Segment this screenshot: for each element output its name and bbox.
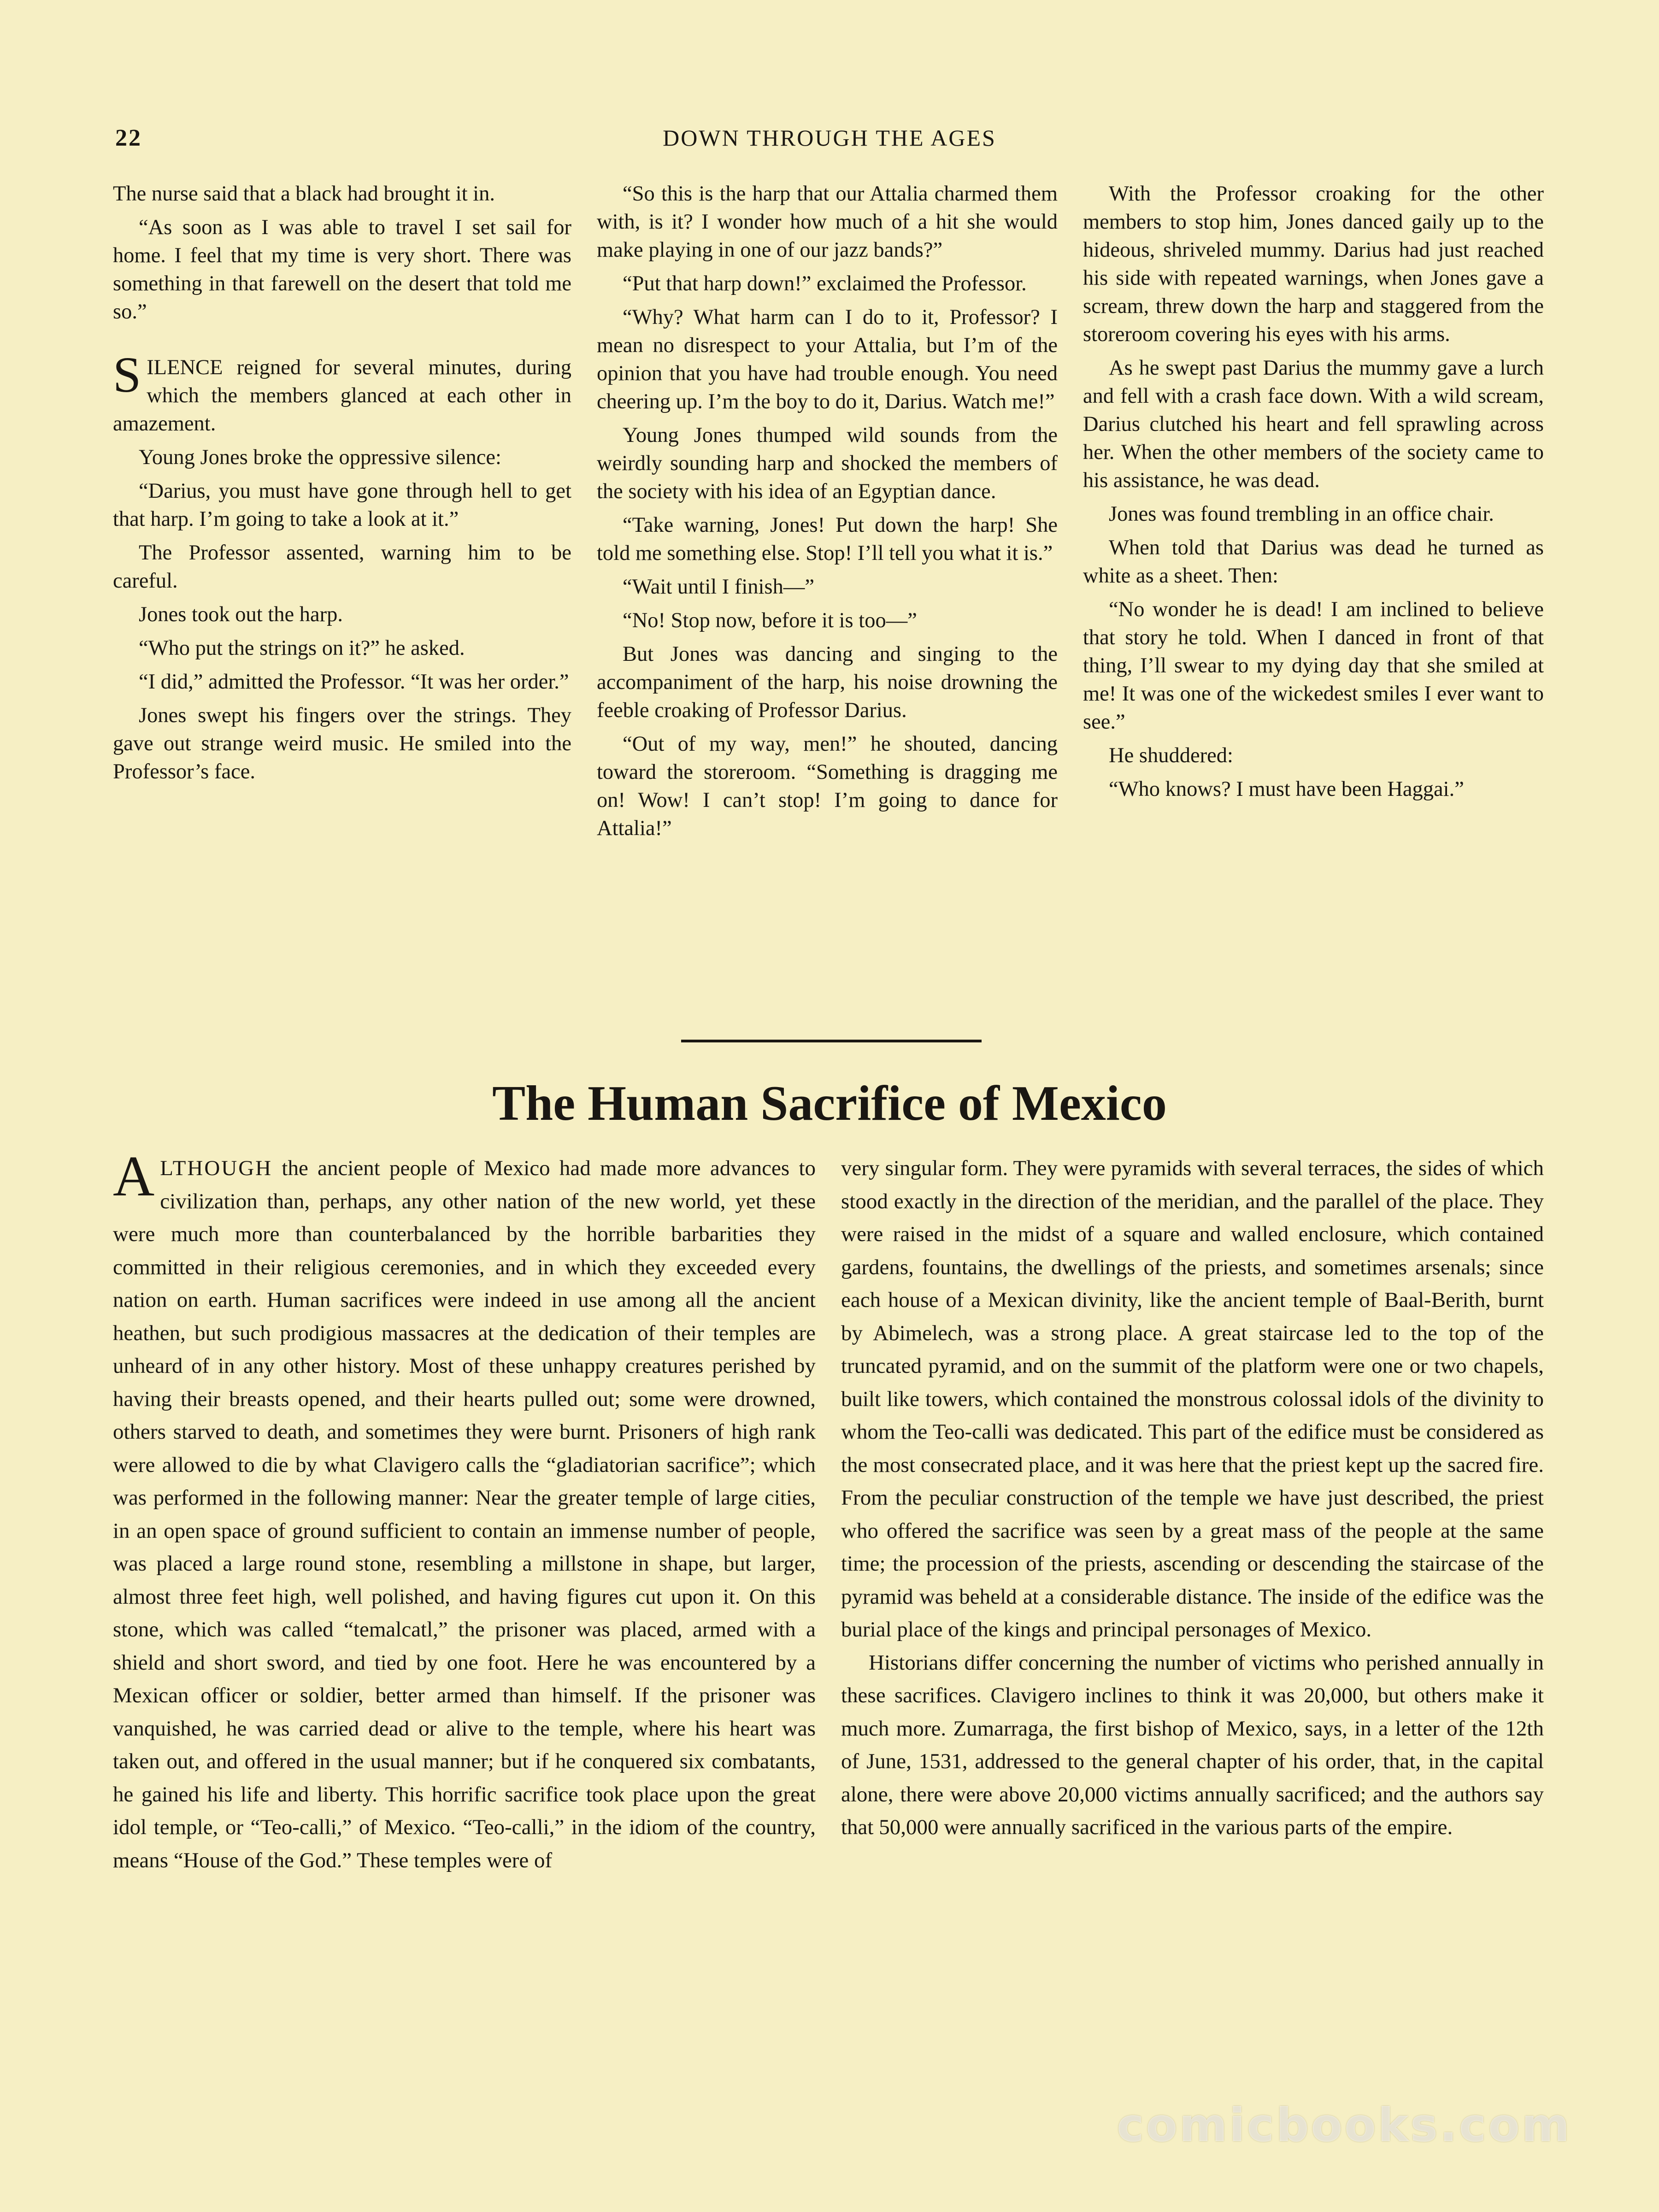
- story-column-3: [1083, 180, 1544, 1009]
- story-column-1: [113, 180, 571, 1009]
- article-column-2: [841, 1152, 1544, 1844]
- page-number: 22: [115, 125, 142, 151]
- paragraph: He shuddered:: [1109, 744, 1233, 767]
- paragraph: “I did,” admitted the Professor. “It was her order.”: [139, 670, 569, 694]
- opening-word: LTHOUGH: [160, 1156, 273, 1180]
- paragraph: “No! Stop now, before it is too—”: [623, 609, 917, 632]
- paragraph: Jones swept his fingers over the strings. They gave out strange weird music. He smiled into the Professor’s face.: [113, 704, 571, 783]
- running-head: [115, 124, 1544, 161]
- watermark: comicbooks.com: [1117, 2098, 1571, 2152]
- paragraph: But Jones was dancing and singing to the accompaniment of the harp, his noise drowning the feeble croaking of Professor Darius.: [597, 642, 1058, 722]
- paragraph: “Why? What harm can I do to it, Professor? I mean no disrespect to your Attalia, but I’m of the opinion that you have had trouble enough. You need cheering up. I’m the boy to do it, Darius. Watch me!”: [597, 306, 1058, 413]
- paragraph: Young Jones broke the oppressive silence:: [139, 446, 501, 469]
- paragraph-text: the ancient people of Mexico had made more advances to civilization than, perhaps, any other nation of the new world, yet these were much more than counterbalanced by the horrible barbarities they committed in their religious ceremonies, and in which they exceeded every nation on earth. Human sacrifices were indeed in use among all the ancient heathen, but such prodigious massacres at the dedication of their temples are unheard of in any other history. Most of these unhappy creatures perished by having their breasts opened, and their hearts pulled out; some were drowned, others starved to death, and sometimes they were burnt. Prisoners of high rank were allowed to die by what Clavigero calls the “gladiatorian sacrifice”; which was performed in the following manner: Near the greater temple of large cities, in an open space of ground sufficient to contain an immense number of people, was placed a large round stone, resembling a millstone in shape, but larger, almost three feet high, well polished, and having figures cut upon it. On this stone, which was called “temalcatl,” the prisoner was placed, armed with a shield and short sword, and tied by one foot. Here he was encountered by a Mexican officer or soldier, better armed than himself. If the prisoner was vanquished, he was carried dead or alive to the temple, where his heart was taken out, and offered in the usual manner; but if he conquered six combatants, he gained his life and liberty. This horrific sacrifice took place upon the great idol temple, or “Teo-calli,” of Mexico. “Teo-calli,” in the idiom of the country, means “House of the God.” These temples were of: [113, 1156, 816, 1872]
- paragraph: “Wait until I finish—”: [623, 575, 814, 599]
- paragraph: With the Professor croaking for the other members to stop him, Jones danced gaily up to the hideous, shriveled mummy. Darius had just reached his side with repeated warnings, when Jones gave a scream, threw down the harp and staggered from the storeroom covering his eyes with his arms.: [1083, 182, 1544, 346]
- section-divider: [681, 1040, 982, 1042]
- paragraph: As he swept past Darius the mummy gave a lurch and fell with a crash face down. With a wild scream, Darius clutched his heart and fell sprawling across her. When the other members of the society came to his assistance, he was dead.: [1083, 356, 1544, 492]
- paragraph: Historians differ concerning the number of victims who perished annually in these sacrifices. Clavigero inclines to think it was 20,000, but others make it much more. Zumarraga, the first bishop of Mexico, says, in a letter of the 12th of June, 1531, addressed to the general chapter of his order, that, in the capital alone, there were above 20,000 victims annually sacrificed; and the authors say that 50,000 were annually sacrificed in the various parts of the empire.: [841, 1650, 1544, 1839]
- drop-cap: S: [113, 347, 141, 403]
- paragraph: “No wonder he is dead! I am inclined to believe that story he told. When I danced in front of that thing, I’ll swear to my dying day that she smiled at me! It was one of the wickedest smiles I ever want to see.”: [1083, 598, 1544, 734]
- paragraph-text: ILENCE reigned for several minutes, during which the members glanced at each other in amazement.: [113, 356, 571, 435]
- paragraph: The Professor assented, warning him to be careful.: [113, 541, 571, 593]
- paragraph: “Who knows? I must have been Haggai.”: [1109, 777, 1464, 801]
- paragraph-silence: [113, 347, 571, 438]
- article-body: [113, 1145, 1544, 2074]
- paragraph: very singular form. They were pyramids with several terraces, the sides of which stood exactly in the direction of the meridian, and the parallel of the place. They were raised in the midst of a square and walled enclosure, which contained gardens, fountains, the dwellings of the priests, and sometimes arsenals; since each house of a Mexican divinity, like the ancient temple of Baal-Berith, burnt by Abimelech, was a strong place. A great staircase led to the top of the truncated pyramid, and on the summit of the platform were one or two chapels, built like towers, which contained the monstrous colossal idols of the divinity to whom the Teo-calli was dedicated. This part of the edifice must be considered as the most consecrated place, and it was here that the priest kept up the sacred fire. From the peculiar construction of the temple we have just described, the priest who offered the sacrifice was seen by a great mass of the people at the same time; the procession of the priests, ascending or descending the staircase of the pyramid was beheld at a considerable distance. The inside of the edifice was the burial place of the kings and principal personages of Mexico.: [841, 1156, 1544, 1641]
- paragraph: [113, 1145, 816, 1877]
- paragraph: “So this is the harp that our Attalia charmed them with, is it? I wonder how much of a hit she would make playing in one of our jazz bands?”: [597, 182, 1058, 262]
- paragraph: When told that Darius was dead he turned as white as a sheet. Then:: [1083, 536, 1544, 588]
- paragraph: “Who put the strings on it?” he asked.: [139, 636, 465, 660]
- paragraph: “Put that harp down!” exclaimed the Professor.: [623, 272, 1027, 295]
- paragraph: Jones took out the harp.: [139, 603, 343, 626]
- story-continuation: [113, 180, 1544, 1009]
- paragraph: “As soon as I was able to travel I set sail for home. I feel that my time is very short. There was something in that farewell on the desert that told me so.”: [113, 216, 571, 324]
- paragraph: Jones was found trembling in an office chair.: [1109, 502, 1494, 526]
- paragraph: The nurse said that a black had brought it in.: [113, 182, 495, 206]
- drop-cap: A: [113, 1145, 155, 1208]
- article-title: The Human Sacrifice of Mexico: [492, 1076, 1167, 1131]
- running-title: DOWN THROUGH THE AGES: [663, 125, 996, 151]
- article-column-1: [113, 1145, 816, 1877]
- paragraph: “Out of my way, men!” he shouted, dancing toward the storeroom. “Something is dragging me on! Wow! I can’t stop! I’m going to dance for Attalia!”: [597, 732, 1058, 840]
- paragraph: “Take warning, Jones! Put down the harp! She told me something else. Stop! I’ll tell you what it is.”: [597, 513, 1058, 565]
- paragraph: Young Jones thumped wild sounds from the weirdly sounding harp and shocked the members of the society with his idea of an Egyptian dance.: [597, 424, 1058, 503]
- paragraph: “Darius, you must have gone through hell to get that harp. I’m going to take a look at it.”: [113, 479, 571, 531]
- story-column-2: [597, 180, 1058, 1009]
